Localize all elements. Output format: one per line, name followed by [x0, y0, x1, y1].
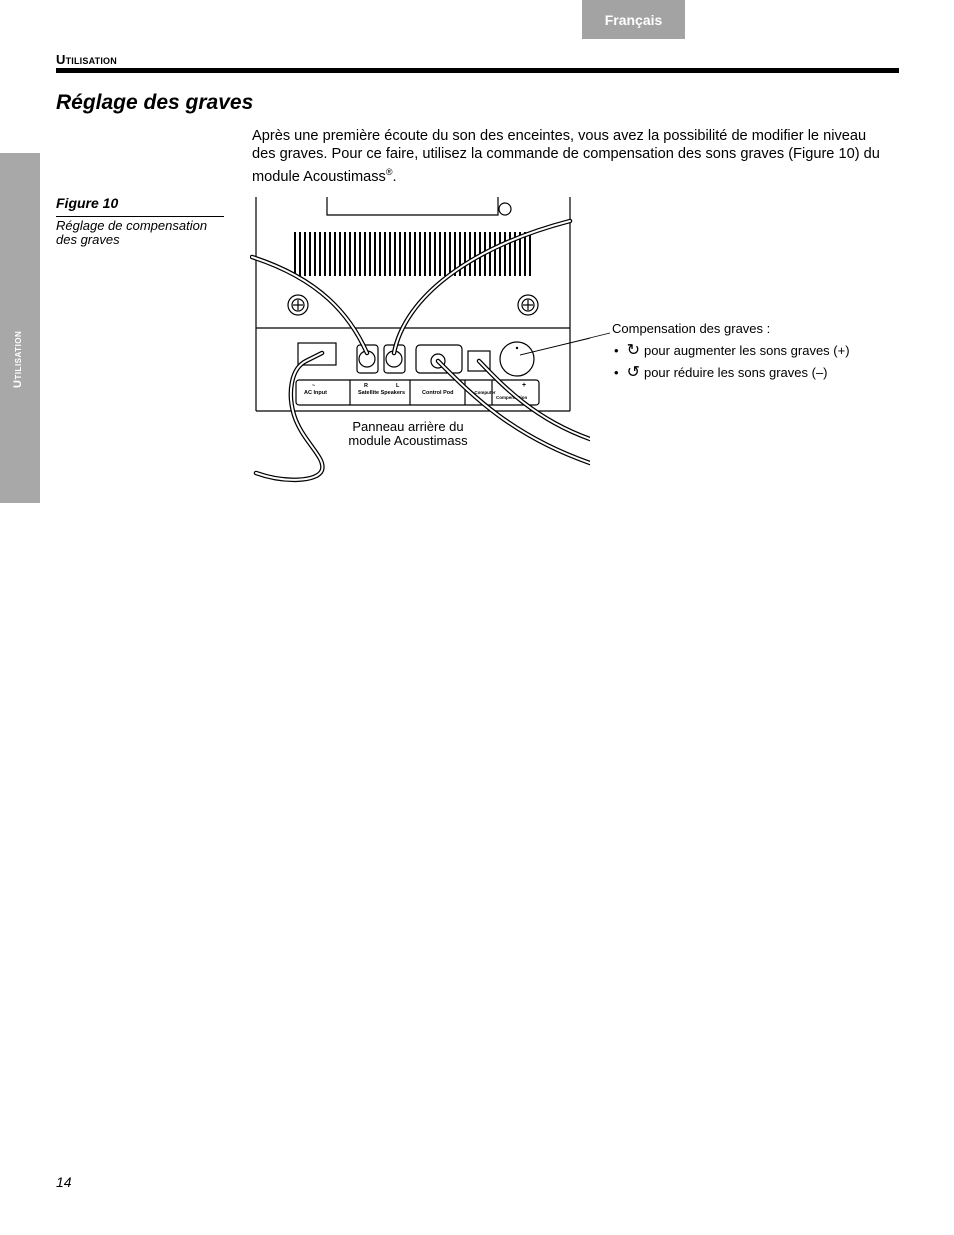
intro-paragraph [252, 127, 892, 186]
page-title: Réglage des graves [56, 91, 254, 114]
callout-item-decrease [612, 364, 850, 381]
rotate-clockwise-icon: ↻ [626, 341, 640, 359]
callout-item-text: pour augmenter les sons graves (+) [643, 343, 850, 358]
compensation-label: Compensation [496, 395, 528, 400]
satellite-speakers-label: Satellite Speakers [358, 390, 406, 396]
callout-title: Compensation des graves : [612, 321, 771, 336]
ac-input-label: AC Input [304, 390, 327, 396]
header-rule [56, 68, 899, 73]
figure-rule [56, 216, 224, 217]
page-number: 14 [56, 1174, 72, 1190]
callout-leader [520, 327, 612, 357]
intro-text: Après une première écoute du son des enceintes, vous avez la possibilité de modifier le niveau des graves. Pour ce faire, utilisez la commande de compensation des sons graves (Figure 10) du module Acoustimass [252, 128, 880, 185]
bullet: • [614, 365, 619, 380]
intro-end: . [392, 168, 397, 185]
side-tab [0, 153, 40, 503]
rotate-counterclockwise-icon: ↺ [626, 363, 640, 381]
callout-item-increase [612, 342, 850, 359]
to-computer-label: To Computer [468, 390, 496, 395]
l-label: L [396, 383, 400, 389]
panel-caption: Panneau arrière du module Acoustimass [348, 419, 468, 448]
side-tab-label: Utilisation [12, 330, 24, 388]
callout-item-text: pour réduire les sons graves (–) [643, 365, 828, 380]
plus-label: + [522, 382, 527, 389]
language-tab[interactable]: Français [582, 0, 685, 39]
bullet: • [614, 343, 619, 358]
r-label: R [364, 383, 368, 389]
section-header: Utilisation [56, 52, 117, 67]
registered-mark: ® [385, 167, 393, 177]
bass-compensation-callout [612, 320, 850, 381]
figure-label: Figure 10 [56, 195, 119, 211]
ac-symbol-label: ~ [312, 383, 316, 389]
figure-caption: Réglage de compensation des graves [56, 218, 208, 247]
control-pod-label: Control Pod [422, 390, 454, 396]
